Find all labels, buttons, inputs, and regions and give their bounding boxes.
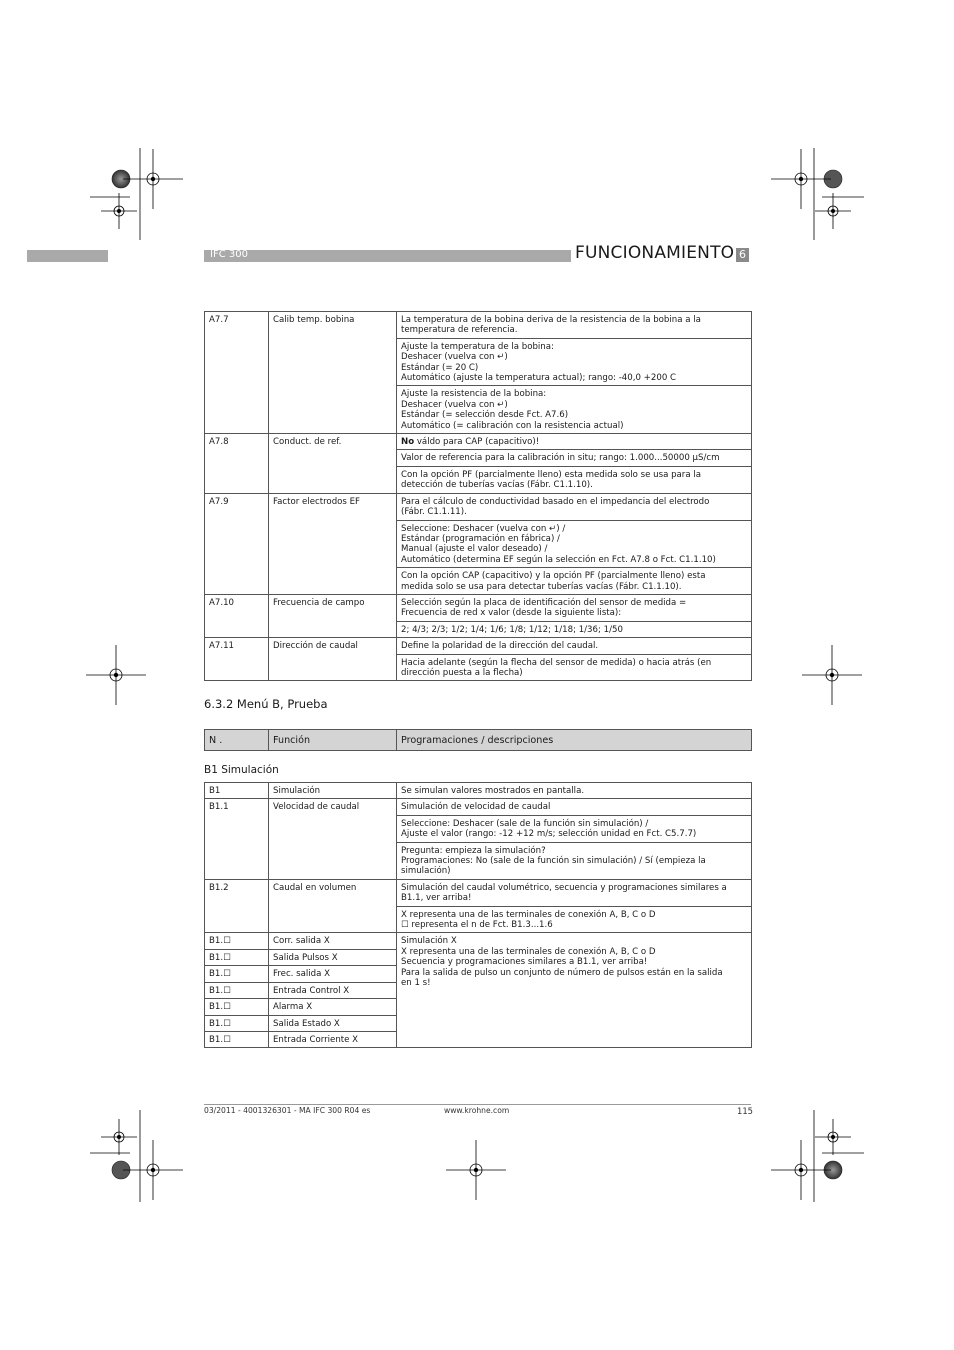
table-row xyxy=(205,783,752,799)
param-function: Salida Pulsos X xyxy=(269,949,397,965)
description-line: Manual (ajuste el valor deseado) / xyxy=(401,544,548,555)
description-line: Seleccione: Deshacer (sale de la función sin simulación) / xyxy=(401,818,649,829)
description-line: La temperatura de la bobina deriva de la resistencia de la bobina a la xyxy=(401,315,701,325)
param-code: A7.11 xyxy=(205,638,269,681)
param-code: B1.☐ xyxy=(205,982,269,998)
table-row xyxy=(205,638,752,654)
description-line: Simulación X xyxy=(401,936,457,947)
description-line: 2; 4/3; 2/3; 1/2; 1/4; 1/6; 1/8; 1/12; 1/18; 1/36; 1/50 xyxy=(401,624,623,635)
description-line: Estándar (programación en fábrica) / xyxy=(401,533,560,544)
table-row xyxy=(205,933,752,949)
description-line: X representa una de las terminales de conexión A, B, C o D xyxy=(401,946,656,957)
param-code: B1.☐ xyxy=(205,933,269,949)
param-code: B1 xyxy=(205,783,269,799)
param-description xyxy=(397,493,752,520)
param-description xyxy=(397,842,752,879)
param-function: Caudal en volumen xyxy=(269,879,397,933)
param-function: Simulación xyxy=(269,783,397,799)
table-row xyxy=(205,879,752,906)
param-description xyxy=(397,466,752,493)
description-line: Valor de referencia para la calibración in situ; rango: 1.000...50000 µS/cm xyxy=(401,453,720,464)
param-code: B1.2 xyxy=(205,879,269,933)
param-function: Entrada Control X xyxy=(269,982,397,998)
param-description xyxy=(397,815,752,842)
footer-page-number: 115 xyxy=(737,1106,753,1116)
param-code: B1.☐ xyxy=(205,1031,269,1047)
header-bar-main xyxy=(204,250,571,262)
header-bar-left xyxy=(27,250,108,262)
param-description xyxy=(397,879,752,906)
param-code: B1.☐ xyxy=(205,966,269,982)
description-line: dirección puesta a la flecha) xyxy=(401,667,523,678)
param-code: A7.8 xyxy=(205,434,269,494)
description-line: medida solo se usa para detectar tuberías vacías (Fábr. C1.1.10). xyxy=(401,581,682,592)
description-line: Programaciones: No (sale de la función sin simulación) / Sí (empieza la xyxy=(401,856,706,867)
description-line: Automático (= calibración con la resistencia actual) xyxy=(401,420,624,431)
param-code: A7.7 xyxy=(205,312,269,434)
header-section-number: 6 xyxy=(736,248,749,262)
a7-parameter-table xyxy=(204,311,752,681)
param-description xyxy=(397,312,752,339)
description-line: detección de tuberías vacías (Fábr. C1.1.10). xyxy=(401,480,593,491)
param-description xyxy=(397,338,752,386)
param-description xyxy=(397,621,752,637)
param-function: Velocidad de caudal xyxy=(269,799,397,879)
description-line: Estándar (= 20 C) xyxy=(401,362,479,373)
param-function: Frecuencia de campo xyxy=(269,594,397,637)
footer-website: www.krohne.com xyxy=(444,1106,510,1115)
description-line: Para el cálculo de conductividad basado en el impedancia del electrodo xyxy=(401,496,710,507)
col-header-function: Función xyxy=(269,730,397,751)
section-heading: 6.3.2 Menú B, Prueba xyxy=(204,697,328,711)
description-line: Ajuste la resistencia de la bobina: xyxy=(401,389,547,400)
param-function: Alarma X xyxy=(269,999,397,1015)
description-line: Automático (ajuste la temperatura actual); rango: -40,0 +200 C xyxy=(401,373,677,384)
description-line: en 1 s! xyxy=(401,978,431,989)
param-code: B1.☐ xyxy=(205,949,269,965)
description-line: Con la opción PF (parcialmente lleno) esta medida solo se usa para la xyxy=(401,469,701,480)
param-description xyxy=(397,654,752,681)
param-function: Frec. salida X xyxy=(269,966,397,982)
header-product: IFC 300 xyxy=(210,249,248,260)
param-description xyxy=(397,594,752,621)
param-description xyxy=(397,799,752,815)
b1-simulation-table xyxy=(204,782,752,1048)
description-line: Hacia adelante (según la flecha del sensor de medida) o hacia atrás (en xyxy=(401,657,712,668)
table-row xyxy=(205,799,752,815)
description-line: Para la salida de pulso un conjunto de número de pulsos están en la salida xyxy=(401,967,723,978)
param-description xyxy=(397,520,752,568)
param-function: Salida Estado X xyxy=(269,1015,397,1031)
header-section-title: FUNCIONAMIENTO xyxy=(575,243,735,263)
description-line: temperatura de referencia. xyxy=(401,325,518,336)
param-description xyxy=(397,568,752,595)
description-line: Simulación de velocidad de caudal xyxy=(401,802,551,813)
param-function: Factor electrodos EF xyxy=(269,493,397,594)
description-line: Ajuste el valor (rango: -12 +12 m/s; selección unidad en Fct. C5.7.7) xyxy=(401,829,697,840)
subsection-heading: B1 Simulación xyxy=(204,764,279,776)
param-description xyxy=(397,450,752,466)
param-code: B1.☐ xyxy=(205,999,269,1015)
description-line: Automático (determina EF según la selección en Fct. A7.8 o Fct. C1.1.10) xyxy=(401,554,716,565)
description-line: Con la opción CAP (capacitivo) y la opción PF (parcialmente lleno) esta xyxy=(401,571,706,582)
description-line: Ajuste la temperatura de la bobina: xyxy=(401,341,554,352)
description-line: Secuencia y programaciones similares a B1.1, ver arriba! xyxy=(401,957,648,968)
table-row xyxy=(205,594,752,621)
col-header-settings: Programaciones / descripciones xyxy=(397,730,752,751)
param-description xyxy=(397,638,752,654)
outputs-description xyxy=(397,933,752,1048)
param-function: Calib temp. bobina xyxy=(269,312,397,434)
description-line: Simulación del caudal volumétrico, secuencia y programaciones similares a xyxy=(401,882,727,893)
description-line: Deshacer (vuelva con ↵) xyxy=(401,399,508,410)
footer-divider xyxy=(204,1104,751,1105)
description-line: Selección según la placa de identificación del sensor de medida = xyxy=(401,597,687,608)
description-line: Define la polaridad de la dirección del caudal. xyxy=(401,641,599,652)
param-function: Dirección de caudal xyxy=(269,638,397,681)
param-description xyxy=(397,906,752,933)
description-line: (Fábr. C1.1.11). xyxy=(401,507,467,518)
table-row xyxy=(205,493,752,520)
description-line: Seleccione: Deshacer (vuelva con ↵) / xyxy=(401,523,566,534)
param-description xyxy=(397,386,752,434)
param-function: Corr. salida X xyxy=(269,933,397,949)
param-code: A7.9 xyxy=(205,493,269,594)
footer-doc-id: 03/2011 - 4001326301 - MA IFC 300 R04 es xyxy=(204,1106,371,1115)
description-line: Estándar (= selección desde Fct. A7.6) xyxy=(401,410,569,421)
param-code: B1.1 xyxy=(205,799,269,879)
description-line: Deshacer (vuelva con ↵) xyxy=(401,352,508,363)
param-function: Entrada Corriente X xyxy=(269,1031,397,1047)
param-code: B1.☐ xyxy=(205,1015,269,1031)
col-header-no: N . xyxy=(205,730,269,751)
param-function: Conduct. de ref. xyxy=(269,434,397,494)
table-row xyxy=(205,434,752,450)
description-line: Frecuencia de red x valor (desde la siguiente lista): xyxy=(401,608,622,619)
column-header-table xyxy=(204,729,752,751)
description-line: X representa una de las terminales de conexión A, B, C o D xyxy=(401,909,656,920)
description-line: No váldo para CAP (capacitivo)! xyxy=(401,437,540,448)
description-line: B1.1, ver arriba! xyxy=(401,893,472,904)
param-code: A7.10 xyxy=(205,594,269,637)
table-row xyxy=(205,312,752,339)
description-line: simulación) xyxy=(401,866,451,877)
description-line: ☐ representa el n de Fct. B1.3...1.6 xyxy=(401,920,553,931)
param-description: Se simulan valores mostrados en pantalla. xyxy=(397,783,752,799)
param-description xyxy=(397,434,752,450)
description-line: Pregunta: empieza la simulación? xyxy=(401,845,546,856)
